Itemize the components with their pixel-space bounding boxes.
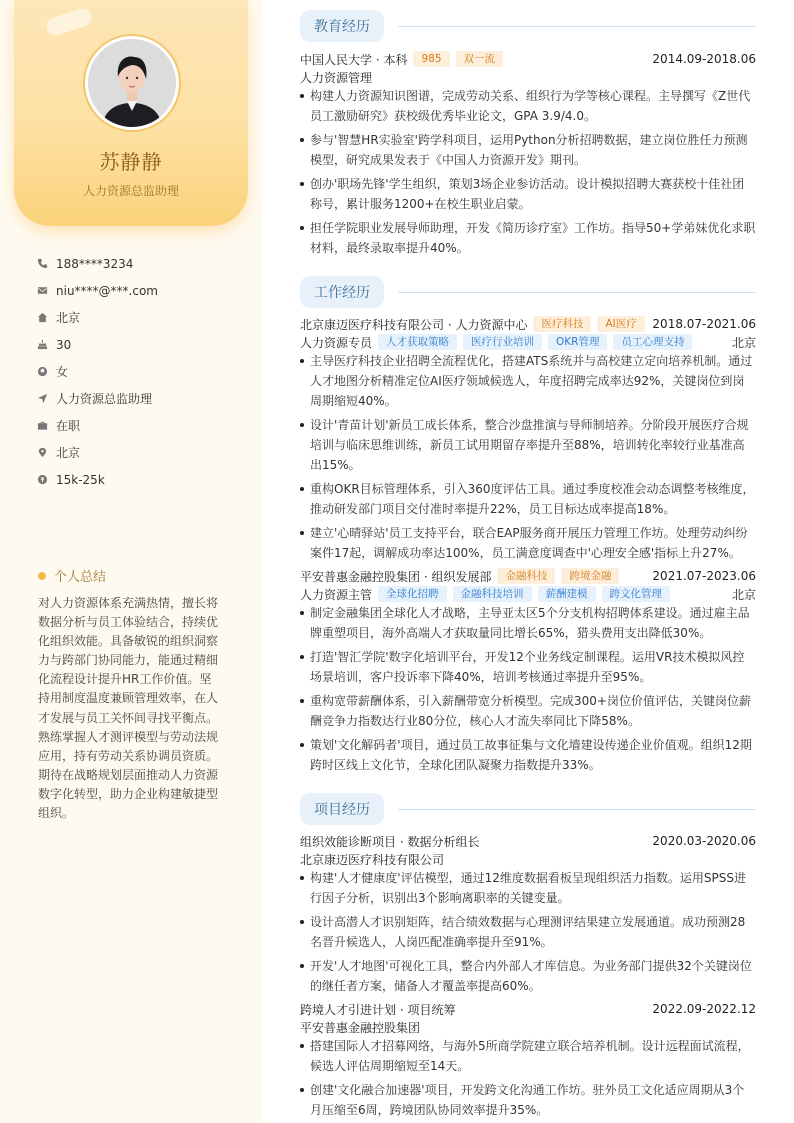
education-major-row <box>300 68 756 86</box>
contact-text: 188****3234 <box>56 256 134 271</box>
contact-text: 北京 <box>56 311 81 325</box>
education-major: 人力资源管理 <box>300 70 373 85</box>
project-name-row <box>300 832 756 850</box>
project-name-row <box>300 1000 756 1018</box>
job-company-row <box>300 567 756 585</box>
briefcase-icon <box>36 420 48 432</box>
role-tag: 跨文化管理 <box>602 586 671 602</box>
section-education-header <box>300 10 756 42</box>
contact-age <box>36 331 158 358</box>
list-item: 策划'文化解码者'项目，通过员工故事征集与文化墙建设传递企业价值观。组织12期跨时区线上文化节，全球化团队凝聚力指数提升33%。 <box>300 735 756 775</box>
contact-text: 15k-25k <box>56 472 105 487</box>
project-org-row <box>300 1018 756 1036</box>
location-icon <box>36 447 48 459</box>
project-bullets <box>300 868 756 1000</box>
contact-list <box>36 250 158 493</box>
section-title: 教育经历 <box>300 10 384 42</box>
contact-gender <box>36 358 158 385</box>
bullet-dot-icon <box>38 572 46 580</box>
summary-text: 对人力资源体系充满热情，擅长将数据分析与员工体验结合，持续优化组织效能。具备敏锐的组织洞察力与跨部门协同能力，能通过精细化流程设计提升HR工作价值。坚持用制度温度兼顾管理效率，在人才发展与员工关怀间寻找平衡点。熟练掌握人才测评模型与劳动法规应用，持有劳动关系协调员资质。期待在战略规划层面推动人力资源数字化转型，助力企业构建敏捷型组织。 <box>38 596 219 821</box>
contact-text: niu****@***.com <box>56 283 158 298</box>
list-item: 创办'职场先锋'学生组织，策划3场企业参访活动。设计模拟招聘大赛获校十佳社团称号，累计服务1200+在校生职业启蒙。 <box>300 174 756 214</box>
project-bullets <box>300 1036 756 1123</box>
list-item: 打造'智汇学院'数字化培训平台，开发12个业务线定制课程。运用VR技术模拟风控场景培训，客户投诉率下降40%，培训考核通过率提升至95%。 <box>300 647 756 687</box>
contact-city <box>36 439 158 466</box>
list-item: 重构宽带薪酬体系，引入薪酬带宽分析模型。完成300+岗位价值评估，关键岗位薪酬竞争力指数达行业80分位，核心人才流失率同比下降58%。 <box>300 691 756 731</box>
job-period: 2021.07-2023.06 <box>652 569 756 583</box>
project-period: 2020.03-2020.06 <box>652 834 756 848</box>
job-role: 人力资源专员 <box>300 335 373 350</box>
decorative-pill <box>44 6 93 37</box>
contact-text: 人力资源总监助理 <box>56 392 153 406</box>
profile-title: 人力资源总监助理 <box>82 184 179 198</box>
list-item: 设计高潜人才识别矩阵，结合绩效数据与心理测评结果建立发展通道。成功预测28名晋升候选人，人岗匹配准确率提升至91%。 <box>300 912 756 952</box>
education-period: 2014.09-2018.06 <box>652 52 756 66</box>
phone-icon <box>36 258 48 270</box>
list-item: 开发'人才地图'可视化工具，整合内外部人才库信息。为业务部门提供32个关键岗位的继任者方案，储备人才覆盖率提高60%。 <box>300 956 756 996</box>
profile-name: 苏静静 <box>99 150 163 174</box>
project-period: 2022.09-2022.12 <box>652 1002 756 1016</box>
job-company: 北京康迈医疗科技有限公司 · 人力资源中心 <box>300 317 528 332</box>
contact-text: 北京 <box>56 446 81 460</box>
project-org: 平安普惠金融控股集团 <box>300 1020 421 1035</box>
project-org: 北京康迈医疗科技有限公司 <box>300 852 445 867</box>
role-tag: 医疗行业培训 <box>463 334 542 350</box>
role-tag: 全球化招聘 <box>378 586 447 602</box>
job-role-row <box>300 333 756 351</box>
company-tag: 金融科技 <box>497 568 555 584</box>
section-divider <box>398 26 756 27</box>
section-divider <box>398 292 756 293</box>
list-item: 制定金融集团全球化人才战略，主导亚太区5个分支机构招聘体系建设。通过雇主品牌重塑项目，海外高端人才获取量同比增长65%，猎头费用支出降低30%。 <box>300 603 756 643</box>
home-icon <box>36 312 48 324</box>
job-role: 人力资源主管 <box>300 587 373 602</box>
school-tag: 985 <box>413 51 449 67</box>
list-item: 创建'文化融合加速器'项目，开发跨文化沟通工作坊。驻外员工文化适应周期从3个月压缩至6周，跨境团队协同效率提升35%。 <box>300 1080 756 1120</box>
salary-icon <box>36 474 48 486</box>
list-item: 担任学院职业发展导师助理，开发《简历诊疗室》工作坊。指导50+学弟妹优化求职材料，最终录取率提升40%。 <box>300 218 756 258</box>
gender-icon <box>36 366 48 378</box>
company-tag: AI医疗 <box>597 316 644 332</box>
job-city: 北京 <box>731 335 756 350</box>
role-tag: 薪酬建模 <box>538 586 596 602</box>
contact-phone <box>36 250 158 277</box>
education-bullets <box>300 86 756 262</box>
cake-icon <box>36 339 48 351</box>
contact-hometown <box>36 304 158 331</box>
section-divider <box>398 809 756 810</box>
project-org-row <box>300 850 756 868</box>
education-school-row <box>300 50 756 68</box>
contact-status <box>36 412 158 439</box>
list-item: 设计'青苗计划'新员工成长体系，整合沙盘推演与导师制培养。分阶段开展医疗合规培训与临床思维训练，新员工试用期留存率提升至88%，培训转化率较行业基准高出15%。 <box>300 415 756 475</box>
contact-text: 30 <box>56 337 72 352</box>
list-item: 构建'人才健康度'评估模型，通过12维度数据看板呈现组织活力指数。运用SPSS进行因子分析，识别出3个影响离职率的关键变量。 <box>300 868 756 908</box>
list-item: 主导医疗科技企业招聘全流程优化，搭建ATS系统并与高校建立定向培养机制。通过人才地图分析精准定位AI医疗领域候选人，年度招聘完成率达92%，关键岗位到岗周期缩短40%。 <box>300 351 756 411</box>
job-period: 2018.07-2021.06 <box>652 317 756 331</box>
job-bullets <box>300 351 756 567</box>
contact-text: 在职 <box>56 419 81 433</box>
project-name: 组织效能诊断项目 · 数据分析组长 <box>300 834 480 849</box>
job-role-row <box>300 585 756 603</box>
list-item: 构建人力资源知识图谱，完成劳动关系、组织行为学等核心课程。主导撰写《Z世代员工激励研究》获校级优秀毕业论文，GPA 3.9/4.0。 <box>300 86 756 126</box>
section-title: 项目经历 <box>300 793 384 825</box>
avatar-portrait-icon <box>88 39 176 127</box>
job-company: 平安普惠金融控股集团 · 组织发展部 <box>300 569 492 584</box>
role-tag: 员工心理支持 <box>613 334 692 350</box>
role-tag: 金融科技培训 <box>453 586 532 602</box>
contact-salary <box>36 466 158 493</box>
project-name: 跨境人才引进计划 · 项目统筹 <box>300 1002 456 1017</box>
job-bullets <box>300 603 756 779</box>
section-title: 工作经历 <box>300 276 384 308</box>
contact-email <box>36 277 158 304</box>
list-item: 搭建国际人才招募网络，与海外5所商学院建立联合培养机制。设计远程面试流程，候选人评估周期缩短至14天。 <box>300 1036 756 1076</box>
send-icon <box>36 393 48 405</box>
sidebar <box>0 0 262 1123</box>
mail-icon <box>36 285 48 297</box>
company-tag: 跨境金融 <box>561 568 619 584</box>
list-item: 建立'心晴驿站'员工支持平台，联合EAP服务商开展压力管理工作坊。处理劳动纠纷案件17起，调解成功率达100%，员工满意度调查中'心理安全感'指标上升27%。 <box>300 523 756 563</box>
section-work-header <box>300 276 756 308</box>
role-tag: OKR管理 <box>548 334 607 350</box>
school-tag: 双一流 <box>456 51 504 67</box>
contact-target-position <box>36 385 158 412</box>
list-item: 参与'智慧HR实验室'跨学科项目，运用Python分析招聘数据，建立岗位胜任力预测模型，研究成果发表于《中国人力资源开发》期刊。 <box>300 130 756 170</box>
job-company-row <box>300 315 756 333</box>
school-name: 中国人民大学 · 本科 <box>300 52 408 67</box>
section-projects-header <box>300 793 756 825</box>
contact-text: 女 <box>56 365 69 379</box>
list-item: 重构OKR目标管理体系，引入360度评估工具。通过季度校准会动态调整考核维度，推动研发部门项目交付准时率提升22%，员工目标达成率提高18%。 <box>300 479 756 519</box>
company-tag: 医疗科技 <box>533 316 591 332</box>
profile-card <box>14 0 248 226</box>
summary-heading-text: 个人总结 <box>54 570 107 585</box>
summary-heading <box>38 566 106 585</box>
job-city: 北京 <box>731 587 756 602</box>
avatar <box>85 36 179 130</box>
role-tag: 人才获取策略 <box>378 334 457 350</box>
